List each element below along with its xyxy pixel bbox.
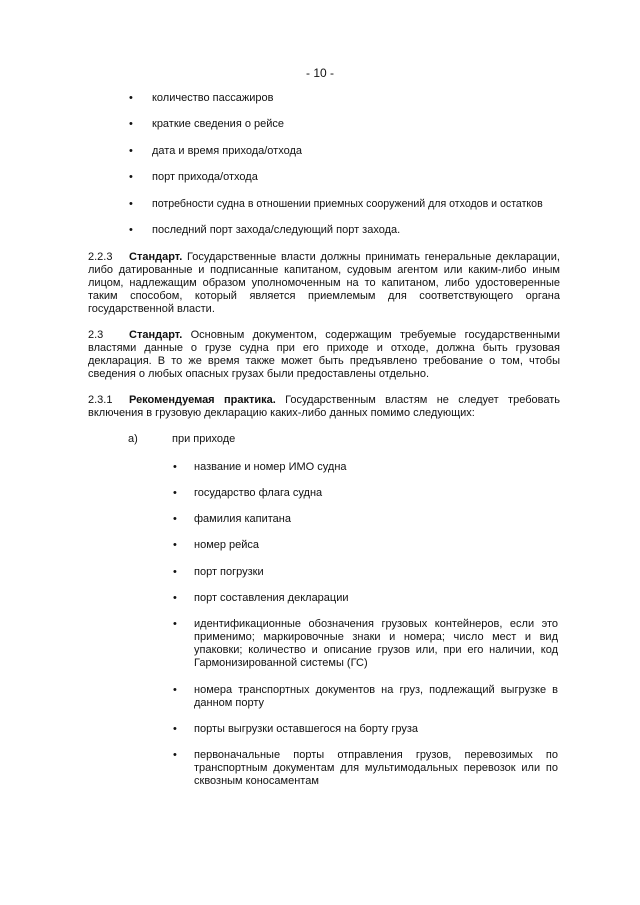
list-item: последний порт захода/следующий порт захода.	[152, 224, 401, 236]
paragraph-label: Рекомендуемая практика.	[129, 394, 276, 406]
list-item: номер рейса	[194, 539, 260, 551]
paragraph-text: Государственным властям не следует требовать включения в грузовую декларацию каких-либо данных помимо следующих:	[88, 394, 560, 419]
page-number: - 10 -	[305, 66, 334, 80]
paragraph-2-3	[88, 329, 560, 381]
bullet-icon: •	[173, 461, 177, 473]
paragraph-2-3-1	[88, 394, 560, 420]
list-item: порт погрузки	[194, 566, 264, 578]
bullet-icon: •	[129, 198, 133, 210]
bullet-icon: •	[129, 145, 133, 157]
paragraph-label: Стандарт.	[129, 329, 183, 341]
bullet-icon: •	[173, 618, 177, 630]
list-item: фамилия капитана	[194, 513, 291, 525]
list-item: порт прихода/отхода	[152, 171, 258, 183]
list-item: порт составления декларации	[194, 592, 349, 604]
bullet-icon: •	[173, 749, 177, 761]
list-item: дата и время прихода/отхода	[152, 145, 303, 157]
list-item: государство флага судна	[194, 487, 323, 499]
list-item: идентификационные обозначения грузовых контейнеров, если это применимо; маркировочные знаки и номера; число мест и вид упаковки; количество и описание грузов или, при его наличии, код Гармонизированной системы (ГС)	[194, 618, 558, 669]
list-item: первоначальные порты отправления грузов, перевозимых по транспортным документам для мультимодальных перевозок или по сквозным коносаментам	[194, 749, 558, 787]
paragraph-2-2-3	[88, 251, 560, 316]
paragraph-number: 2.3.1	[88, 394, 113, 406]
list-item: порты выгрузки оставшегося на борту груза	[194, 723, 419, 735]
paragraph-label: Стандарт.	[129, 251, 183, 263]
list-item: потребности судна в отношении приемных сооружений для отходов и остатков	[152, 198, 543, 210]
bullet-icon: •	[173, 723, 177, 735]
paragraph-text: Государственные власти должны принимать генеральные декларации, либо датированные и подписанные капитаном, судовым агентом или каким-либо иным лицом, надлежащим образом уполномоченным на то капитаном, либо удостоверенные таким способом, который является приемлемым для соответствующего органа государственной власти.	[88, 251, 560, 315]
paragraph-number: 2.2.3	[88, 251, 113, 263]
bullet-icon: •	[173, 513, 177, 525]
sub-item-label: при приходе	[172, 433, 236, 445]
paragraph-text: Основным документом, содержащим требуемые государственными властями данные о грузе судна при его приходе и отходе, должна быть грузовая декларация. В то же время также может быть предъявлено требование о том, чтобы сведения о любых опасных грузах были предоставлены отдельно.	[88, 329, 560, 380]
sub-item-marker: а)	[128, 433, 138, 445]
bullet-icon: •	[173, 592, 177, 604]
bullet-icon: •	[173, 684, 177, 696]
bullet-icon: •	[173, 539, 177, 551]
paragraph-number: 2.3	[88, 329, 104, 341]
list-item: краткие сведения о рейсе	[152, 118, 285, 130]
bullet-icon: •	[173, 487, 177, 499]
list-item: название и номер ИМО судна	[194, 461, 347, 473]
bullet-icon: •	[129, 171, 133, 183]
list-item: номера транспортных документов на груз, подлежащий выгрузке в данном порту	[194, 684, 558, 709]
bullet-icon: •	[129, 92, 133, 104]
bullet-icon: •	[129, 118, 133, 130]
bullet-icon: •	[173, 566, 177, 578]
list-item: количество пассажиров	[152, 92, 274, 104]
bullet-icon: •	[129, 224, 133, 236]
